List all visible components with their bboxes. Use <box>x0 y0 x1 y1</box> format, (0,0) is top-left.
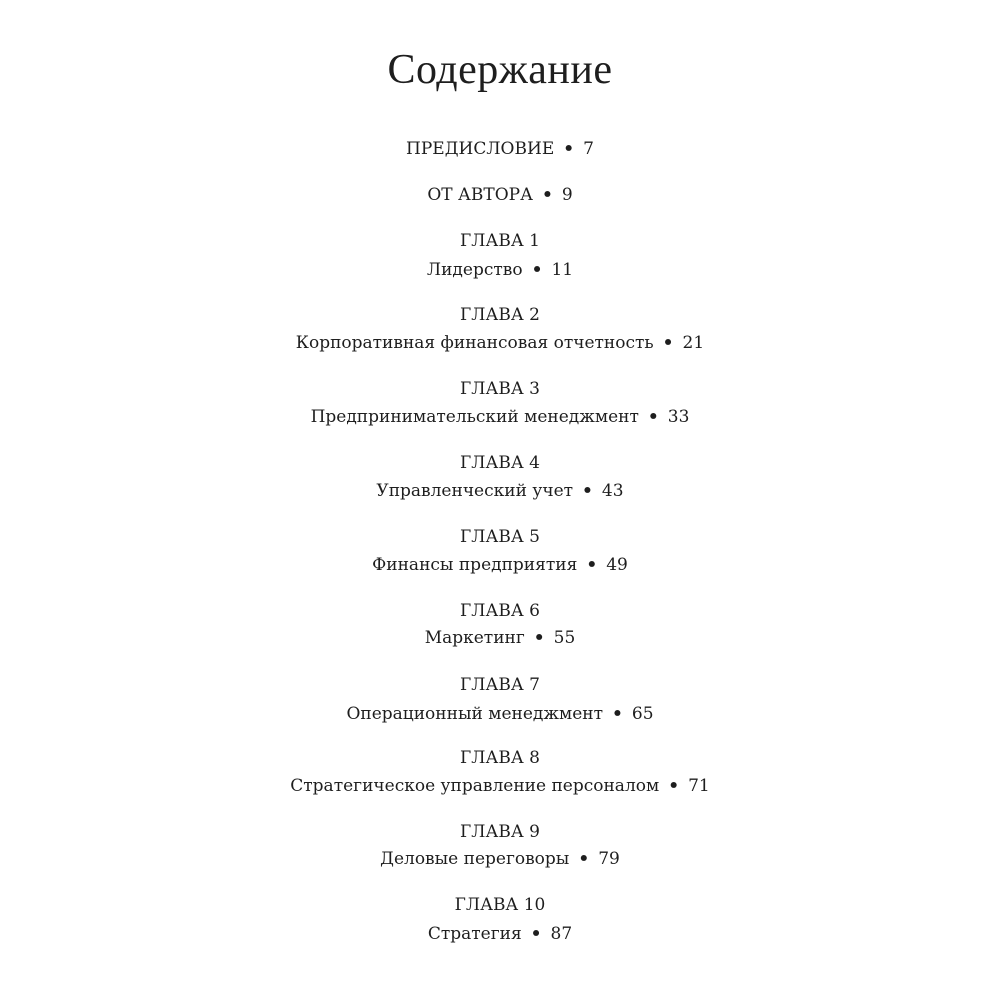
chapter-title: Деловые переговоры <box>380 849 570 869</box>
separator-dot: • <box>563 139 575 159</box>
chapter-heading: ГЛАВА 1 <box>460 231 540 251</box>
toc-page-number: 33 <box>667 407 690 427</box>
separator-dot: • <box>578 849 590 869</box>
toc-page-number: 87 <box>550 924 573 944</box>
chapter-heading: ГЛАВА 7 <box>460 675 540 695</box>
separator-dot: • <box>530 924 542 944</box>
separator-dot: • <box>533 628 545 648</box>
separator-dot: • <box>668 776 680 796</box>
page-title: Содержание <box>387 47 613 93</box>
separator-dot: • <box>586 555 598 575</box>
chapter-title: Финансы предприятия <box>372 555 578 575</box>
toc-page-number: 11 <box>551 260 574 280</box>
toc-page-number: 7 <box>583 139 594 159</box>
separator-dot: • <box>662 333 674 353</box>
toc-entry-chapter-8[interactable] <box>0 774 1000 798</box>
separator-dot: • <box>612 704 623 724</box>
separator-dot: • <box>582 481 593 501</box>
chapter-heading: ГЛАВА 6 <box>460 601 540 621</box>
toc-page-number: 49 <box>606 555 628 575</box>
toc-entry-chapter-3[interactable] <box>0 405 1000 429</box>
chapter-heading: ГЛАВА 5 <box>460 527 540 547</box>
chapter-heading: ГЛАВА 4 <box>460 453 540 473</box>
toc-page-number: 21 <box>682 333 705 353</box>
separator-dot: • <box>541 185 553 205</box>
toc-entry-chapter-5[interactable] <box>0 553 1000 577</box>
chapter-heading: ГЛАВА 10 <box>454 895 546 915</box>
separator-dot: • <box>531 260 543 280</box>
chapter-title: Маркетинг <box>424 628 525 648</box>
toc-entry-chapter-1[interactable] <box>0 258 1000 282</box>
chapter-heading: ГЛАВА 8 <box>460 748 540 768</box>
toc-page-number: 79 <box>598 849 620 869</box>
chapter-title: Лидерство <box>426 260 523 280</box>
chapter-title: Стратегия <box>427 924 522 944</box>
separator-dot: • <box>647 407 659 427</box>
toc-page-number: 65 <box>631 704 654 724</box>
chapter-title: Стратегическое управление персоналом <box>290 776 660 796</box>
chapter-title: Предпринимательский менеджмент <box>310 407 639 427</box>
toc-entry-chapter-7[interactable] <box>0 702 1000 726</box>
chapter-heading: ГЛАВА 3 <box>460 379 540 399</box>
toc-entry-chapter-10[interactable] <box>0 922 1000 946</box>
toc-entry-chapter-2[interactable] <box>0 331 1000 355</box>
toc-page-number: 43 <box>601 481 624 501</box>
chapter-heading: ГЛАВА 2 <box>460 305 540 325</box>
chapter-title: Корпоративная финансовая отчетность <box>295 333 654 353</box>
toc-page-number: 71 <box>688 776 710 796</box>
toc-entry-label: ПРЕДИСЛОВИЕ <box>406 139 555 159</box>
toc-page-number: 55 <box>553 628 576 648</box>
chapter-title: Операционный менеджмент <box>346 704 604 724</box>
toc-entry-chapter-4[interactable] <box>0 479 1000 503</box>
toc-entry-label: ОТ АВТОРА <box>427 185 533 205</box>
chapter-title: Управленческий учет <box>376 481 574 501</box>
toc-entry-preface[interactable] <box>0 137 1000 161</box>
chapter-heading: ГЛАВА 9 <box>460 822 540 842</box>
toc-page-number: 9 <box>561 185 573 205</box>
toc-entry-chapter-6[interactable] <box>0 626 1000 650</box>
toc-entry-chapter-9[interactable] <box>0 847 1000 871</box>
toc-entry-from-author[interactable] <box>0 183 1000 207</box>
